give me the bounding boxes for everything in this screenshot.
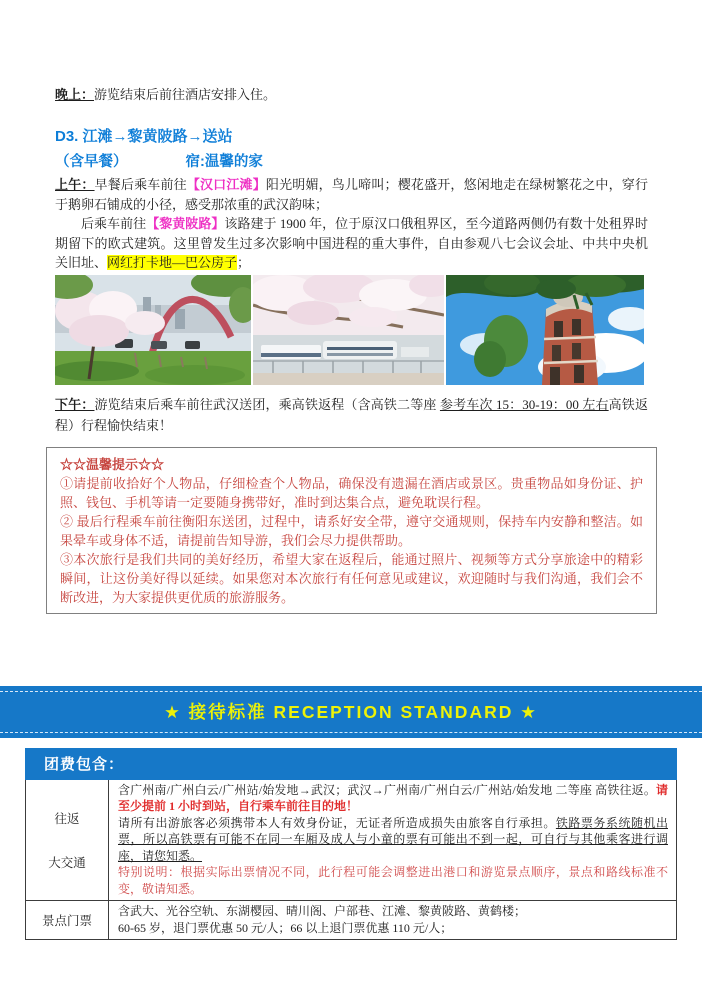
road-text-1: 后乘车前往 bbox=[81, 216, 147, 231]
tips-item-3: ③本次旅行是我们共同的美好经历，希望大家在返程后，能通过照片、视频等方式分享旅途中的精彩瞬间，让这份美好得以延续。如果您对本次旅行有任何意见或建议，欢迎随时与我们沟通，我们会不断改进，为大家提供更优质的旅游服务。 bbox=[60, 551, 643, 605]
fees-section bbox=[25, 748, 677, 941]
transport-label-roundtrip: 往返 bbox=[54, 811, 80, 826]
morning-label: 上午： bbox=[55, 177, 95, 192]
highlight-bagong-house: 网红打卡地—巴公房子 bbox=[107, 255, 238, 270]
transport-special-note: 特别说明：根据实际出票情况不同，此行程可能会调整进出港口和游览景点顺序，景点和路线标准不变，敬请知悉。 bbox=[118, 865, 668, 896]
tips-item-2: ② 最后行程乘车前往衡阳东送团，过程中，请系好安全带，遵守交通规则，保持车内安静和整洁。如果晕车或身体不适，请提前告知导游，我们会尽力提供帮助。 bbox=[60, 513, 643, 548]
day3-meal: （含早餐） bbox=[55, 154, 128, 170]
morning-text-2: 阳光明媚，鸟儿啼叫；樱花盛开，悠闲地走在绿树繁花之中，穿行于鹅卵石铺成的小径，感受那浓重的武汉韵味； bbox=[55, 177, 648, 212]
train-schedule-underline: 参考车次 15：30-19：00 左右 bbox=[439, 396, 609, 412]
transport-label-main: 大交通 bbox=[48, 855, 86, 870]
tickets-detail-cell bbox=[109, 901, 676, 939]
reception-standard-banner-inner bbox=[0, 691, 702, 733]
afternoon-text-2: 高铁返程）行程愉快结束！ bbox=[55, 396, 648, 433]
fees-included-header: 团费包含： bbox=[25, 748, 677, 780]
tickets-label-cell bbox=[26, 901, 109, 939]
day3-title: D3. 江滩→黎黄陂路→送站 bbox=[55, 128, 233, 145]
fees-table bbox=[25, 780, 677, 941]
banner-title: ★ 接待标准 RECEPTION STANDARD ★ bbox=[164, 701, 538, 722]
transport-arrival-warning: 请至少提前 1 小时到站，自行乘车前往目的地！ bbox=[118, 782, 668, 813]
afternoon-text-1: 游览结束后乘车前往武汉送团，乘高铁返程（含高铁二等座 bbox=[94, 396, 440, 412]
transport-detail-cell bbox=[109, 780, 676, 901]
evening-paragraph bbox=[55, 85, 648, 105]
road-text-2: 该路建于 1900 年，位于原汉口俄租界区，至今道路两侧仍有数十处租界时期留下的欧式建筑。这里曾发生过多次影响中国进程的重大事件，自由参观八七会议会址、中共中央机关旧址、 bbox=[55, 216, 648, 270]
table-row-transport bbox=[26, 780, 676, 902]
transport-route-text: 含广州南/广州白云/广州站/始发地→武汉；武汉→广州南/广州白云/广州站/始发地 二等座 高铁往返。 bbox=[118, 782, 656, 797]
day3-stay: 宿:温馨的家 bbox=[185, 154, 263, 170]
morning-text: 早餐后乘车前往 bbox=[94, 177, 187, 192]
spot-lihuangpi-road: 【黎黄陂路】 bbox=[146, 216, 225, 231]
reception-standard-banner bbox=[0, 686, 702, 738]
tips-title: ☆☆温馨提示☆☆ bbox=[60, 456, 165, 472]
tips-box bbox=[46, 447, 657, 614]
transport-id-notice: 请所有出游旅客必须携带本人有效身份证，无证者所造成损失由旅客自行承担。 bbox=[118, 815, 556, 830]
tips-item-1: ①请提前收拾好个人物品，仔细检查个人物品，确保没有遗漏在酒店或景区。贵重物品如身份证、护照、钱包、手机等请一定要随身携带好，准时到达集合点，避免耽误行程。 bbox=[60, 475, 643, 510]
spot-hankou-jiangtan: 【汉口江滩】 bbox=[186, 177, 266, 192]
transport-label-cell bbox=[26, 780, 109, 901]
afternoon-paragraph bbox=[55, 394, 648, 436]
afternoon-label: 下午： bbox=[55, 396, 95, 412]
photo-blossom-river-pier bbox=[253, 275, 444, 385]
transport-ticketing-underline: 铁路票务系统随机出票，所以高铁票有可能不在同一车厢及成人与小童的票有可能出不到一起，可自行与其他乘客进行调座，请您知悉。 bbox=[118, 815, 668, 863]
day3-subtitle bbox=[55, 152, 648, 172]
photo-strip bbox=[55, 275, 648, 385]
photo-jiangtan-cherry-park bbox=[55, 275, 251, 385]
evening-label: 晚上： bbox=[55, 87, 95, 102]
evening-text: 游览结束后前往酒店安排入住。 bbox=[94, 87, 277, 102]
tickets-included-text: 含武大、光谷空轨、东湖樱园、晴川阁、户部巷、江滩、黎黄陂路、黄鹤楼； bbox=[118, 904, 527, 918]
lihuangpi-paragraph bbox=[55, 214, 648, 273]
road-text-3: ； bbox=[237, 255, 251, 270]
tickets-discount-text: 60-65 岁，退门票优惠 50 元/人；66 以上退门票优惠 110 元/人； bbox=[118, 920, 453, 935]
morning-paragraph bbox=[55, 175, 648, 214]
photo-bagong-house-building bbox=[446, 275, 644, 385]
tickets-label: 景点门票 bbox=[41, 914, 92, 928]
table-row-tickets bbox=[26, 901, 676, 939]
